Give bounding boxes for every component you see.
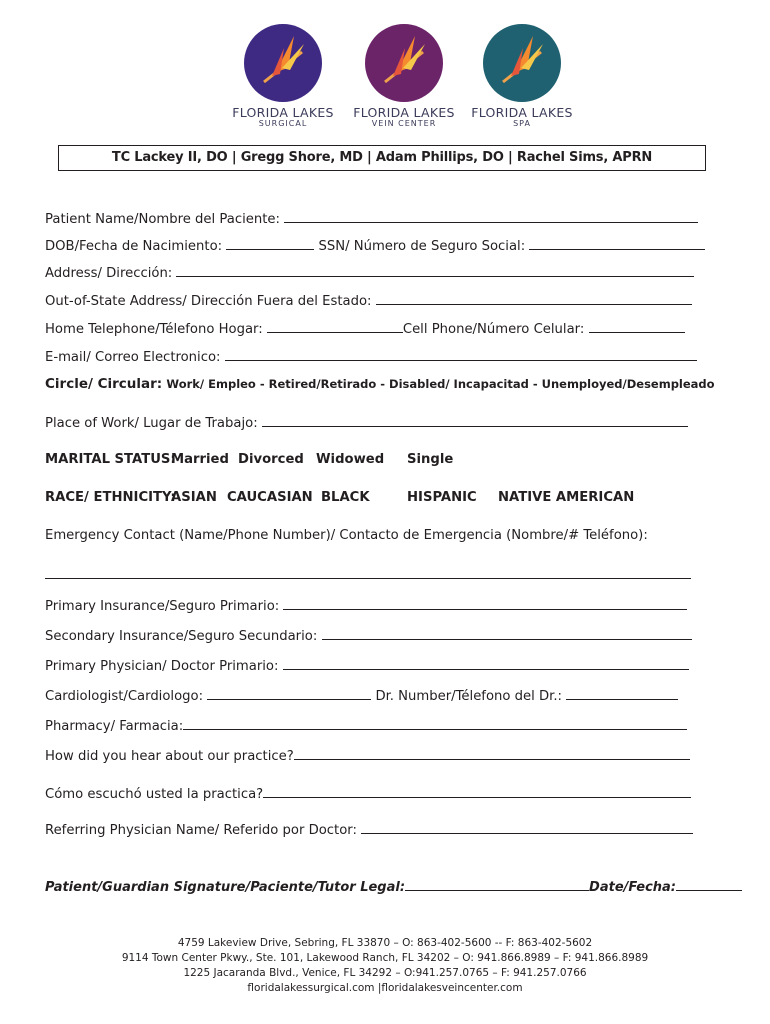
- marital-status-label: MARITAL STATUS:: [45, 452, 176, 467]
- logo-brand: FLORIDA LAKES: [353, 105, 455, 120]
- como-field[interactable]: [263, 785, 691, 798]
- primary-insurance-row: [45, 597, 687, 615]
- secondary-insurance-row: [45, 627, 692, 645]
- dr-number-label: Dr. Number/Télefono del Dr.:: [375, 689, 562, 704]
- race-option-black[interactable]: BLACK: [321, 490, 370, 505]
- home-phone-label: Home Telephone/Télefono Hogar:: [45, 322, 263, 337]
- patient-name-field[interactable]: [284, 210, 698, 223]
- marital-option-married[interactable]: Married: [171, 452, 229, 467]
- signature-field[interactable]: [405, 878, 589, 891]
- date-field[interactable]: [676, 878, 742, 891]
- email-label: E-mail/ Correo Electronico:: [45, 350, 221, 365]
- circle-label: Circle/ Circular:: [45, 376, 163, 392]
- logo-brand: FLORIDA LAKES: [232, 105, 334, 120]
- bird-of-paradise-icon: [483, 24, 561, 102]
- footer-line-lakewood: 9114 Town Center Pkwy., Ste. 101, Lakewood Ranch, FL 34202 – O: 941.866.8989 – F: 941.866.8989: [121, 952, 649, 964]
- primary-physician-row: [45, 657, 689, 675]
- race-option-caucasian[interactable]: CAUCASIAN: [227, 490, 313, 505]
- logo-surgical: [218, 24, 348, 129]
- logo-vein-center: [339, 24, 469, 129]
- marital-option-widowed[interactable]: Widowed: [316, 452, 385, 467]
- dob-field[interactable]: [226, 237, 314, 250]
- oos-address-field[interactable]: [376, 292, 692, 305]
- how-hear-label: How did you hear about our practice?: [45, 749, 294, 764]
- employment-options[interactable]: Work/ Empleo - Retired/Retirado - Disabled/ Incapacitad - Unemployed/Desempleado: [166, 377, 715, 391]
- referring-label: Referring Physician Name/ Referido por Doctor:: [45, 823, 357, 838]
- footer-line-sebring: 4759 Lakeview Drive, Sebring, FL 33870 – O: 863-402-5600 -- F: 863-402-5602: [177, 937, 593, 949]
- marital-option-single[interactable]: Single: [407, 452, 454, 467]
- footer-line-venice: 1225 Jacaranda Blvd., Venice, FL 34292 – O:941.257.0765 – F: 941.257.0766: [183, 967, 587, 979]
- logo-brand: FLORIDA LAKES: [471, 105, 573, 120]
- primary-insurance-label: Primary Insurance/Seguro Primario:: [45, 599, 280, 614]
- signature-row: [45, 878, 742, 895]
- logo-sub: VEIN CENTER: [371, 119, 437, 128]
- marital-option-divorced[interactable]: Divorced: [238, 452, 304, 467]
- footer-line-websites: floridalakessurgical.com |floridalakesveincenter.com: [247, 982, 523, 994]
- dr-number-field[interactable]: [566, 687, 678, 700]
- emergency-field[interactable]: [45, 578, 691, 579]
- emergency-label: Emergency Contact (Name/Phone Number)/ Contacto de Emergencia (Nombre/# Teléfono):: [45, 528, 648, 543]
- cell-phone-field[interactable]: [589, 320, 685, 333]
- primary-insurance-field[interactable]: [283, 597, 687, 610]
- how-hear-row: [45, 747, 690, 765]
- email-field[interactable]: [225, 348, 697, 361]
- date-label: Date/Fecha:: [589, 880, 677, 895]
- bird-of-paradise-icon: [244, 24, 322, 102]
- race-option-native-american[interactable]: NATIVE AMERICAN: [498, 490, 635, 505]
- footer-addresses: [0, 936, 770, 996]
- race-label: RACE/ ETHNICITY:: [45, 490, 176, 505]
- como-label: Cómo escuchó usted la practica?: [45, 787, 264, 802]
- email-row: [45, 348, 697, 366]
- referring-row: [45, 821, 693, 839]
- how-hear-field[interactable]: [294, 747, 690, 760]
- address-label: Address/ Dirección:: [45, 266, 173, 281]
- como-row: [45, 785, 691, 803]
- address-field[interactable]: [176, 264, 694, 277]
- ssn-field[interactable]: [529, 237, 705, 250]
- pharmacy-label: Pharmacy/ Farmacia:: [45, 719, 184, 734]
- bird-of-paradise-icon: [365, 24, 443, 102]
- logo-sub: SPA: [513, 119, 531, 128]
- cardiologist-field[interactable]: [207, 687, 371, 700]
- logo-spa: [457, 24, 587, 129]
- phone-row: [45, 320, 685, 338]
- secondary-insurance-field[interactable]: [322, 627, 692, 640]
- patient-name-label: Patient Name/Nombre del Paciente:: [45, 212, 280, 227]
- pharmacy-field[interactable]: [183, 717, 687, 730]
- providers-banner: TC Lackey II, DO | Gregg Shore, MD | Adam Phillips, DO | Rachel Sims, APRN: [58, 145, 706, 171]
- secondary-insurance-label: Secondary Insurance/Seguro Secundario:: [45, 629, 318, 644]
- ssn-label: SSN/ Número de Seguro Social:: [318, 239, 526, 254]
- race-option-hispanic[interactable]: HISPANIC: [407, 490, 477, 505]
- pharmacy-row: [45, 717, 687, 735]
- home-phone-field[interactable]: [267, 320, 403, 333]
- dob-ssn-row: [45, 237, 705, 255]
- cardiologist-row: [45, 687, 678, 705]
- workplace-label: Place of Work/ Lugar de Trabajo:: [45, 416, 258, 431]
- patient-name-row: [45, 210, 698, 228]
- signature-label: Patient/Guardian Signature/Paciente/Tutor Legal:: [45, 880, 406, 895]
- race-option-asian[interactable]: ASIAN: [171, 490, 217, 505]
- dob-label: DOB/Fecha de Nacimiento:: [45, 239, 223, 254]
- employment-row: [45, 376, 715, 393]
- workplace-row: [45, 414, 688, 432]
- address-row: [45, 264, 694, 282]
- logo-sub: SURGICAL: [258, 119, 308, 128]
- referring-field[interactable]: [361, 821, 693, 834]
- cell-phone-label: Cell Phone/Número Celular:: [402, 322, 585, 337]
- primary-physician-field[interactable]: [283, 657, 689, 670]
- cardiologist-label: Cardiologist/Cardiologo:: [45, 689, 204, 704]
- oos-address-row: [45, 292, 692, 310]
- workplace-field[interactable]: [262, 414, 688, 427]
- oos-address-label: Out-of-State Address/ Dirección Fuera del Estado:: [45, 294, 372, 309]
- primary-physician-label: Primary Physician/ Doctor Primario:: [45, 659, 279, 674]
